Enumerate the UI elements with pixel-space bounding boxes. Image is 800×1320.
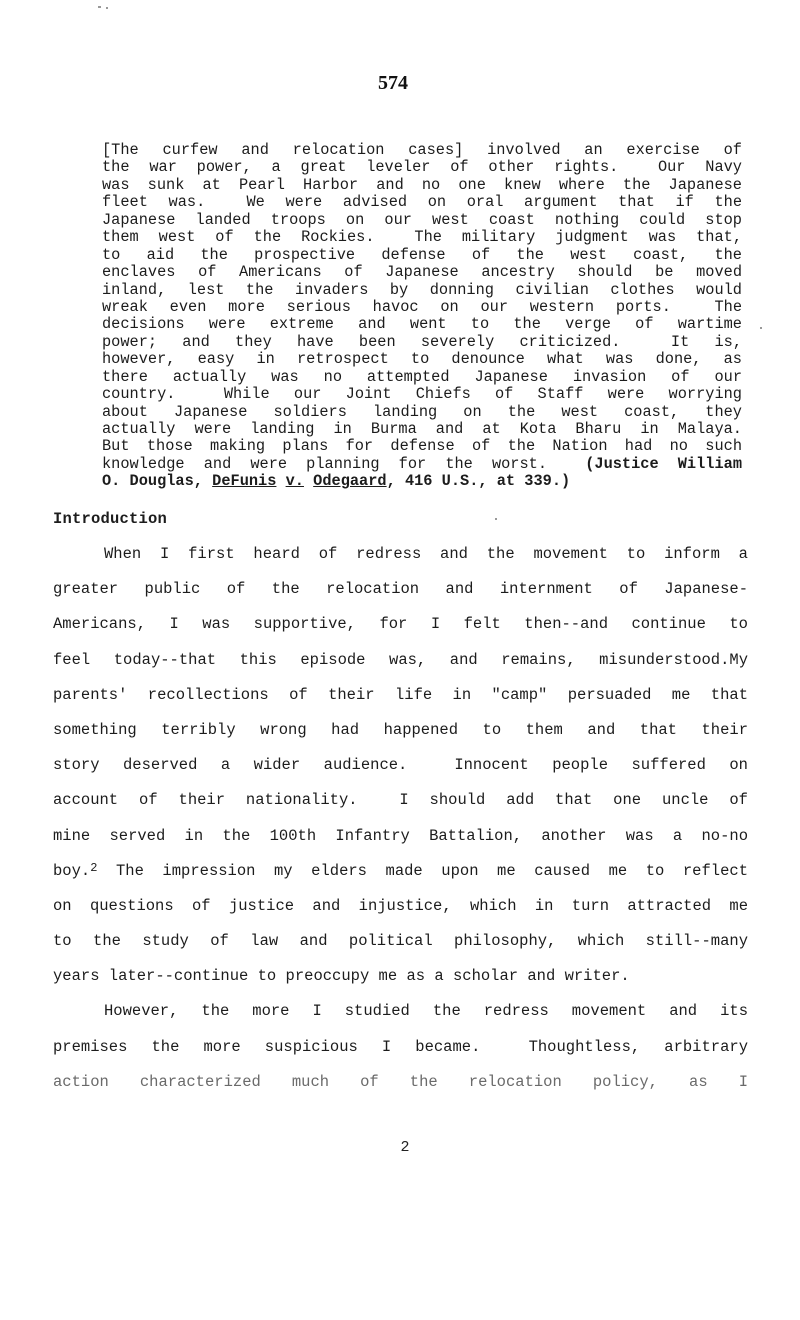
body-line: on questions of justice and injustice, which in turn attracted me <box>53 896 748 915</box>
quote-line: was sunk at Pearl Harbor and no one knew where the Japanese <box>102 175 742 194</box>
body-line: When I first heard of redress and the movement to inform a <box>104 545 748 563</box>
quote-line: Japanese landed troops on our west coast nothing could stop <box>102 210 742 229</box>
quote-line: enclaves of Americans of Japanese ancestry should be moved <box>102 263 742 282</box>
quote-line: [The curfew and relocation cases] involved an exercise of <box>102 141 742 159</box>
page-number-top: 574 <box>378 72 408 94</box>
quote-text: knowledge and were planning for the worst. <box>102 454 586 473</box>
case-name-odegaard: Odegaard <box>313 472 387 491</box>
quote-line: there actually was no attempted Japanese invasion of our <box>102 367 742 386</box>
body-line: greater public of the relocation and internment of Japanese- <box>53 580 748 599</box>
body-text <box>53 544 748 1107</box>
footnote-marker: 2 <box>90 860 98 875</box>
body-line <box>53 861 748 896</box>
quote-line: actually were landing in Burma and at Kota Bharu in Malaya. <box>102 420 742 438</box>
body-line: to the study of law and political philosophy, which still--many <box>53 932 748 951</box>
quote-line: about Japanese soldiers landing on the west coast, they <box>102 402 742 421</box>
scan-artifact <box>98 6 101 8</box>
body-line: feel today--that this episode was, and remains, misunderstood.My <box>53 650 748 669</box>
scan-artifact <box>495 518 497 520</box>
quote-line: decisions were extreme and went to the verge of wartime <box>102 315 742 334</box>
body-line: action characterized much of the relocation policy, as I <box>53 1072 748 1091</box>
body-line: However, the more I studied the redress movement and its <box>104 1002 748 1021</box>
block-quote <box>102 142 742 491</box>
quote-line: to aid the prospective defense of the west coast, the <box>102 245 742 264</box>
body-line: story deserved a wider audience. Innocent people suffered on <box>53 756 748 775</box>
quote-line: But those making plans for defense of the Nation had no such <box>102 437 742 456</box>
case-versus: v. <box>285 472 304 491</box>
footnote-word: boy. <box>53 861 91 880</box>
quote-line: the war power, a great leveler of other rights. Our Navy <box>102 158 742 177</box>
citation-author: O. Douglas, <box>102 472 213 491</box>
quote-line: fleet was. We were advised on oral argument that if the <box>102 193 742 212</box>
citation-attribution: (Justice William <box>585 454 743 473</box>
body-line: something terribly wrong had happened to them and that their <box>53 720 748 739</box>
page-number-bottom: 2 <box>400 1139 410 1156</box>
quote-line: country. While our Joint Chiefs of Staff were worrying <box>102 385 742 404</box>
scan-artifact <box>760 327 762 329</box>
body-line: Americans, I was supportive, for I felt then--and continue to <box>53 615 748 634</box>
citation-reference: , 416 U.S., at 339.) <box>386 472 571 491</box>
scan-artifact <box>106 7 108 9</box>
section-heading: Introduction <box>53 510 168 528</box>
body-line: premises the more suspicious I became. Thoughtless, arbitrary <box>53 1037 748 1056</box>
body-line: years later--continue to preoccupy me as a scholar and writer. <box>53 967 630 986</box>
quote-line: however, easy in retrospect to denounce what was done, as <box>102 350 742 369</box>
quote-line <box>102 456 742 473</box>
body-text-run: The impression my elders made upon me caused me to reflect <box>97 861 748 880</box>
quote-line <box>102 473 742 490</box>
quote-line: inland, lest the invaders by donning civilian clothes would <box>102 280 742 299</box>
body-line: account of their nationality. I should add that one uncle of <box>53 791 748 810</box>
quote-line: them west of the Rockies. The military judgment was that, <box>102 228 742 247</box>
body-line: mine served in the 100th Infantry Battalion, another was a no-no <box>53 826 748 845</box>
quote-line: power; and they have been severely criticized. It is, <box>102 332 742 351</box>
quote-line: wreak even more serious havoc on our western ports. The <box>102 297 742 316</box>
case-name-defunis: DeFunis <box>212 472 277 491</box>
body-line: parents' recollections of their life in "camp" persuaded me that <box>53 685 748 704</box>
